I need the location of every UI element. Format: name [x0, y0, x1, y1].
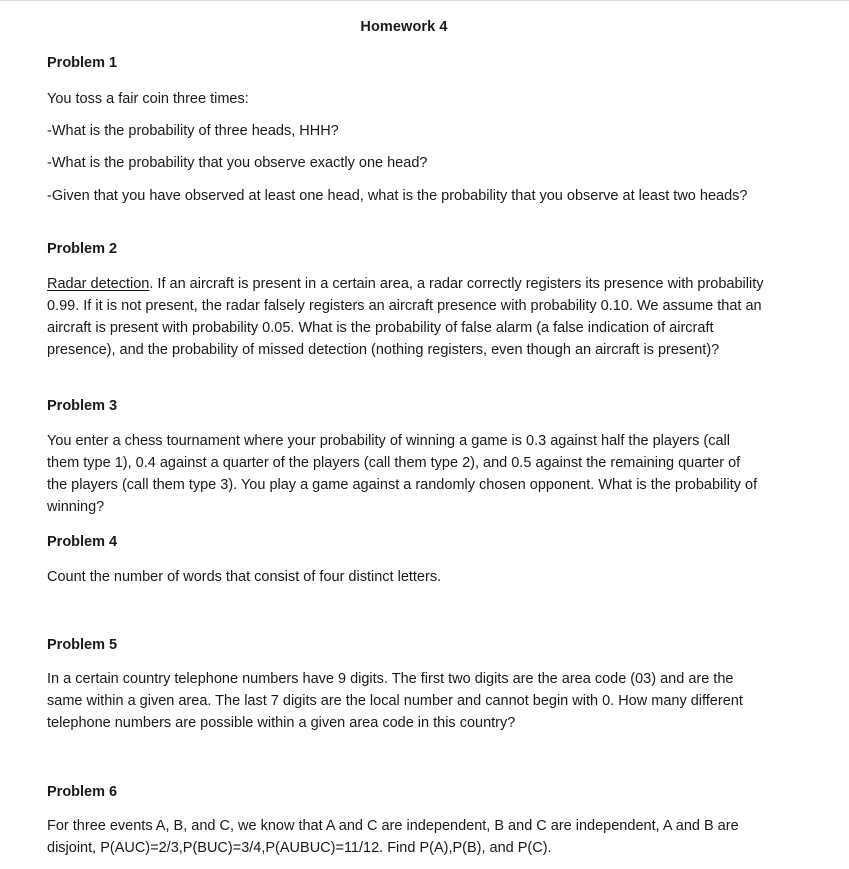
problem-3-body: You enter a chess tournament where your probability of winning a game is 0.3 against half the players (call them type 1), 0.4 against a quarter of the players (call them type 2), and 0.5 against the remaining quarter of the players (call them type 3). You play a game against a randomly chosen opponent. What is the probability of winning?	[47, 433, 758, 515]
document-title: Homework 4	[360, 19, 448, 35]
problem-1-question-1: -What is the probability of three heads, HHH?	[47, 123, 339, 139]
problem-1-question-3: -Given that you have observed at least one head, what is the probability that you observe at least two heads?	[47, 188, 748, 204]
problem-5-heading: Problem 5	[47, 637, 118, 653]
radar-detection-term: Radar detection	[47, 276, 150, 292]
problem-4-heading: Problem 4	[47, 534, 118, 550]
problem-2-body	[47, 273, 777, 361]
problem-2-text: . If an aircraft is present in a certain area, a radar correctly registers its presence with probability 0.99. If it is not present, the radar falsely registers an aircraft presence with probability 0.10. We assume that an aircraft is present with probability 0.05. What is the probability of false alarm (a false indication of aircraft presence), and the probability of missed detection (nothing registers, even though an aircraft is present)?	[47, 276, 764, 358]
problem-3-heading: Problem 3	[47, 398, 118, 414]
problem-1-heading: Problem 1	[47, 55, 118, 71]
problem-5-body: In a certain country telephone numbers have 9 digits. The first two digits are the area code (03) and are the same within a given area. The last 7 digits are the local number and cannot begin with 0. How many different telephone numbers are possible within a given area code in this country?	[47, 671, 743, 731]
problem-6-heading: Problem 6	[47, 784, 118, 800]
problem-2-heading: Problem 2	[47, 241, 118, 257]
problem-4-body: Count the number of words that consist of four distinct letters.	[47, 569, 442, 585]
problem-1-intro: You toss a fair coin three times:	[47, 91, 249, 107]
problem-1-question-2: -What is the probability that you observe exactly one head?	[47, 155, 428, 171]
problem-6-body: For three events A, B, and C, we know that A and C are independent, B and C are independent, A and B are disjoint, P(AUC)=2/3,P(BUC)=3/4,P(AUBUC)=11/12. Find P(A),P(B), and P(C).	[47, 818, 739, 856]
top-divider	[0, 0, 849, 1]
